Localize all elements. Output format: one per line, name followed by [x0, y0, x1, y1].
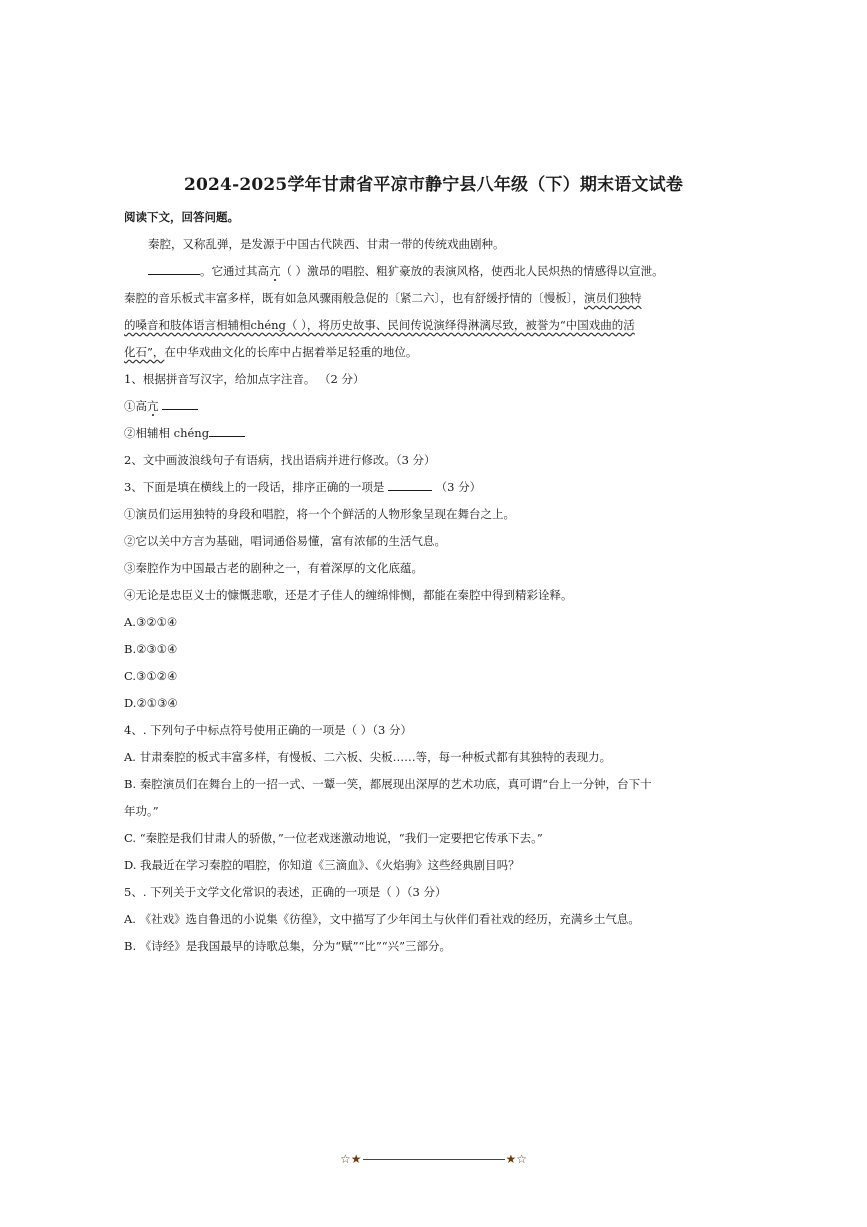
question-4-option-a[interactable]: A. 甘肃秦腔的板式丰富多样，有慢板、二六板、尖板……等，每一种板式都有其独特的表现力。	[124, 750, 612, 764]
dotted-character: 亢	[269, 264, 281, 278]
page-footer-ornament	[0, 1152, 867, 1166]
question-4-option-b[interactable]: B. 秦腔演员们在舞台上的一招一式、一颦一笑，都展现出深厚的艺术功底，真可谓“台上一分钟，台下十	[124, 777, 652, 791]
question-4-stem: 4、. 下列句子中标点符号使用正确的一项是（ ）（3 分）	[124, 723, 413, 737]
question-score: （3 分）	[435, 480, 482, 494]
question-4-option-d[interactable]: D. 我最近在学习秦腔的唱腔，你知道《三滴血》、《火焰驹》这些经典剧目吗？	[124, 858, 520, 872]
question-3-sentence-3: ③秦腔作为中国最古老的剧种之一，有着深厚的文化底蕴。	[124, 561, 423, 575]
answer-blank[interactable]	[162, 395, 198, 410]
question-3-sentence-1: ①演员们运用独特的身段和唱腔，将一个个鲜活的人物形象呈现在舞台之上。	[124, 507, 515, 521]
question-5-option-a[interactable]: A. 《社戏》选自鲁迅的小说集《彷徨》，文中描写了少年闰土与伙伴们看社戏的经历，充满乡土气息。	[124, 912, 640, 926]
star-icon: ★☆	[505, 1152, 528, 1166]
passage-paragraph-5	[124, 339, 690, 366]
question-3-sentence-2: ②它以关中方言为基础，唱词通俗易懂，富有浓郁的生活气息。	[124, 534, 446, 548]
reading-instruction: 阅读下文，回答问题。	[124, 210, 239, 224]
item-label: ②相辅相 chéng	[124, 426, 210, 440]
question-3-sentence-4: ④无论是忠臣义士的慷慨悲歌，还是才子佳人的缠绵悱恻，都能在秦腔中得到精彩诠释。	[124, 588, 573, 602]
footer-rule	[363, 1159, 505, 1160]
question-4-option-c[interactable]: C. “秦腔是我们甘肃人的骄傲，”一位老戏迷激动地说，“我们一定要把它传承下去。”	[124, 831, 543, 845]
dotted-character: 亢	[147, 399, 159, 413]
question-5-stem: 5、. 下列关于文学文化常识的表述，正确的一项是（ ）（3 分）	[124, 885, 447, 899]
question-1-item-a	[124, 393, 690, 420]
question-3-option-b[interactable]: B.②③①④	[124, 642, 178, 656]
exam-title: 2024-2025学年甘肃省平凉市静宁县八年级（下）期末语文试卷	[183, 175, 684, 195]
passage-text: 在中华戏曲文化的长库中占据着举足轻重的地位。	[164, 345, 418, 359]
question-3-stem	[124, 474, 690, 501]
question-3-option-c[interactable]: C.③①②④	[124, 669, 178, 683]
wavy-underlined-sentence: 演员们独特	[584, 291, 642, 305]
question-text: 3、下面是填在横线上的一段话，排序正确的一项是	[124, 480, 385, 494]
passage-text: 秦腔的音乐板式丰富多样，既有如急风骤雨般急促的〔紧二六〕，也有舒缓抒情的〔慢板〕，	[124, 291, 584, 305]
passage-paragraph-2	[124, 258, 690, 285]
star-icon: ☆★	[339, 1152, 362, 1166]
passage-text: （ ）激昂的唱腔、粗犷豪放的表演风格，使西北人民炽热的情感得以宣泄。	[280, 264, 664, 278]
item-label: ①高	[124, 399, 147, 413]
question-1-stem: 1、根据拼音写汉字，给加点字注音。 （2 分）	[124, 372, 365, 386]
question-5-option-b[interactable]: B. 《诗经》是我国最早的诗歌总集，分为“赋”“比”“兴”三部分。	[124, 939, 452, 953]
question-2-stem: 2、文中画波浪线句子有语病，找出语病并进行修改。（3 分）	[124, 453, 436, 467]
question-4-option-b-cont[interactable]: 年功。”	[124, 804, 159, 818]
passage-paragraph-4	[124, 312, 690, 339]
question-3-option-d[interactable]: D.②①③④	[124, 696, 178, 710]
passage-fill-blank[interactable]	[148, 260, 200, 275]
passage-paragraph-1: 秦腔，又称乱弹，是发源于中国古代陕西、甘肃一带的传统戏曲剧种。	[148, 237, 505, 251]
answer-blank[interactable]	[388, 476, 432, 491]
exam-content	[124, 204, 690, 960]
passage-text: 。它通过其高	[200, 264, 269, 278]
answer-blank[interactable]	[209, 422, 245, 437]
question-1-item-b	[124, 420, 690, 447]
wavy-underlined-sentence: 化石”，	[124, 345, 165, 359]
question-3-option-a[interactable]: A.③②①④	[124, 615, 178, 629]
passage-paragraph-3	[124, 285, 690, 312]
wavy-underlined-sentence: 的嗓音和肢体语言相辅相chéng（ ），将历史故事、民间传说演绎得淋漓尽致，被誉为“中国戏曲的活	[124, 318, 635, 332]
